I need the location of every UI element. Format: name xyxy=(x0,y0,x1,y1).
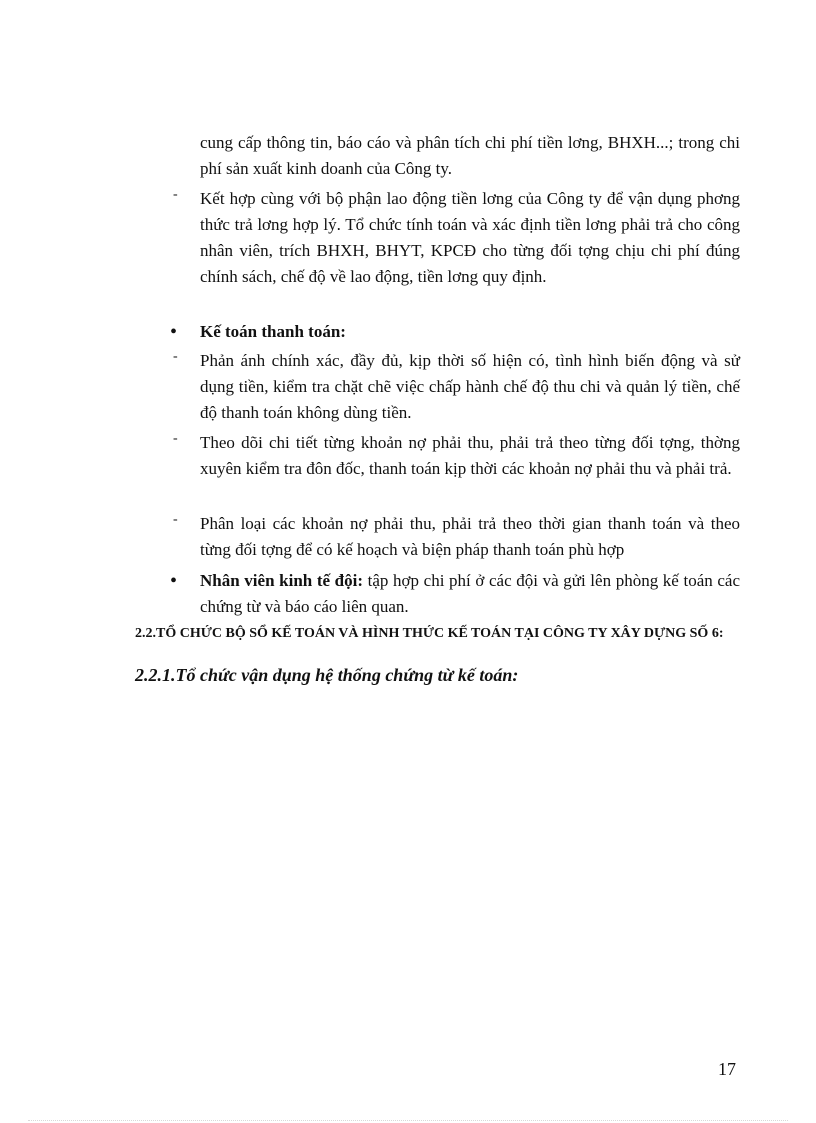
list-item-text: Kết hợp cùng với bộ phận lao động tiền lơng của Công ty để vận dụng phơng thức trả lơng hợp lý. Tổ chức tính toán và xác định tiền lơng phải trả cho công nhân viên, trích BHXH, BHYT, KPCĐ cho từng đối tợng chịu chi phí đúng chính sách, chế độ về lao động, tiền lơng quy định. xyxy=(200,189,740,286)
bullet-marker: • xyxy=(170,321,178,343)
list-item-text: Phân loại các khoản nợ phải thu, phải trả theo thời gian thanh toán và theo từng đối tợng để có kế hoạch và biện pháp thanh toán phù hợp xyxy=(200,514,740,559)
list-item-payroll-coordination xyxy=(173,186,740,290)
page-number: 17 xyxy=(718,1059,736,1079)
continuation-paragraph: cung cấp thông tin, báo cáo và phân tích chi phí tiền lơng, BHXH...; trong chi phí sản xuất kinh doanh của Công ty. xyxy=(200,133,740,178)
dash-marker: - xyxy=(173,187,178,202)
dash-marker: - xyxy=(173,512,178,527)
subsection-heading: 2.2.1.Tổ chức vận dụng hệ thống chứng từ kế toán: xyxy=(135,665,519,685)
dash-marker: - xyxy=(173,349,178,364)
list-item-payment-accounting xyxy=(170,319,740,345)
list-item-label: Kế toán thanh toán: xyxy=(200,322,346,341)
list-item-debt-tracking xyxy=(173,430,740,482)
list-item-text: Phản ánh chính xác, đầy đủ, kịp thời số hiện có, tình hình biến động và sử dụng tiền, kiểm tra chặt chẽ việc chấp hành chế độ thu chi và quản lý tiền, chế độ thanh toán không dùng tiền. xyxy=(200,351,740,422)
list-item-text: Theo dõi chi tiết từng khoản nợ phải thu, phải trả theo từng đối tợng, thờng xuyên kiểm tra đôn đốc, thanh toán kịp thời các khoản nợ phải thu và phải trả. xyxy=(200,433,740,478)
list-item-label: Nhân viên kinh tế đội: xyxy=(200,571,364,590)
list-item-cash-reporting xyxy=(173,348,740,426)
list-item-text: tập hợp chi phí ở các đội và gửi lên phòng kế toán các chứng từ và báo cáo liên quan. xyxy=(200,571,740,616)
list-item-debt-classification xyxy=(173,511,740,563)
bullet-marker: • xyxy=(170,570,178,592)
dash-marker: - xyxy=(173,431,178,446)
section-heading: 2.2.TỔ CHỨC BỘ SỔ KẾ TOÁN VÀ HÌNH THỨC KẾ TOÁN TẠI CÔNG TY XÂY DỰNG SỐ 6: xyxy=(135,626,724,641)
list-item-team-economist xyxy=(170,568,740,620)
page-bottom-rule xyxy=(28,1120,788,1121)
